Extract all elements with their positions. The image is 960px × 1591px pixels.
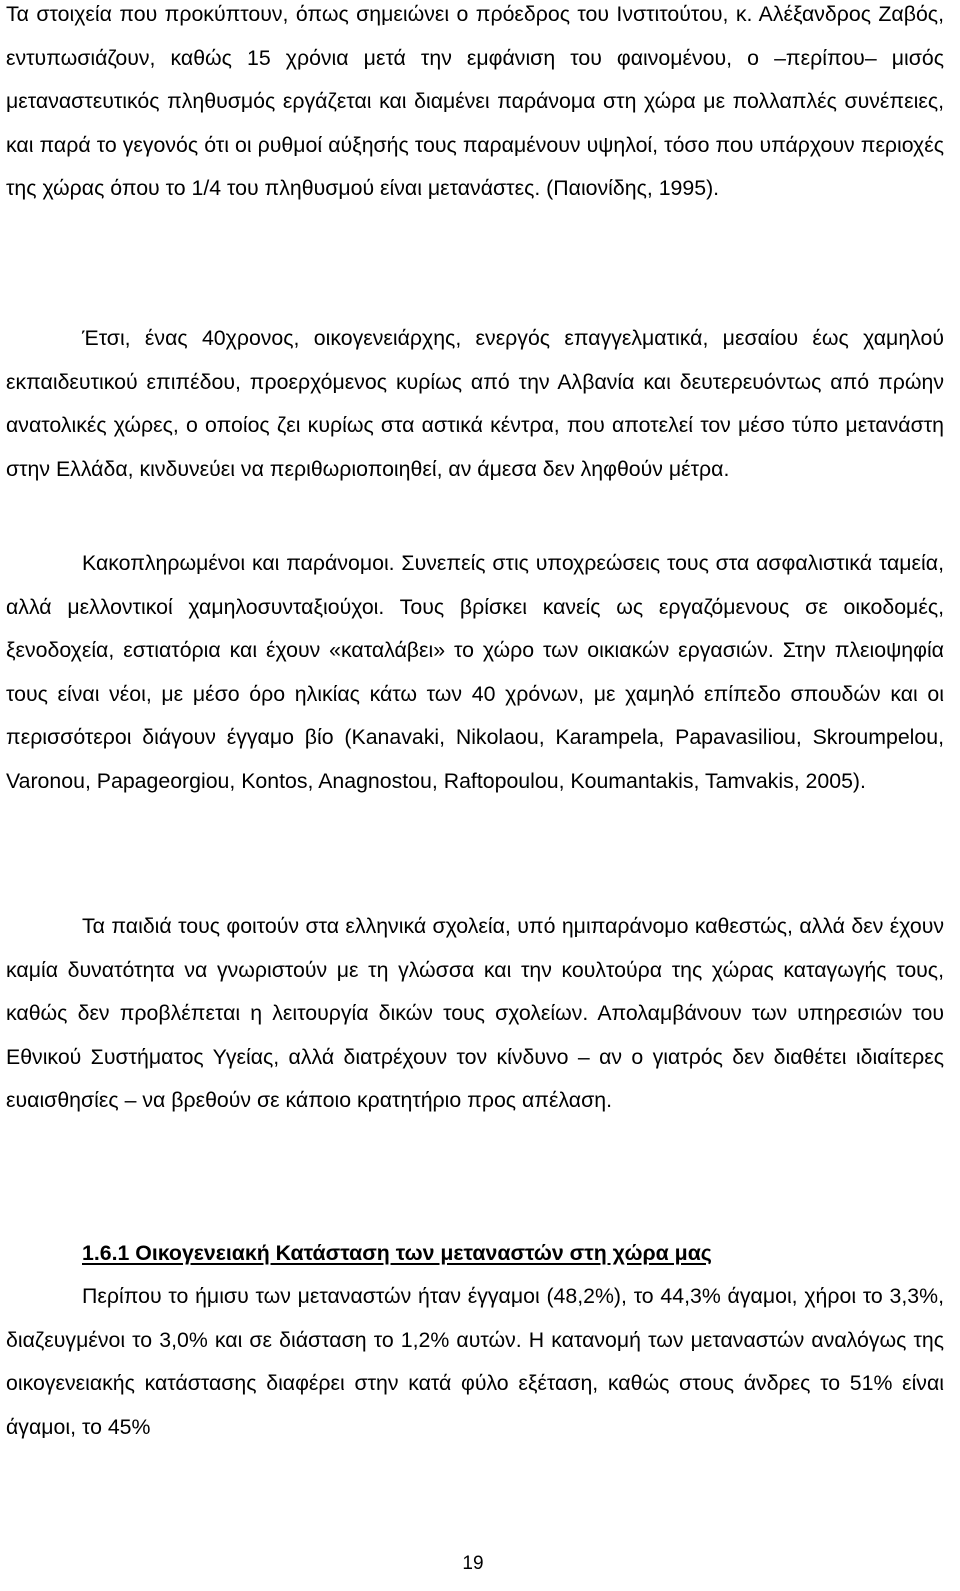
paragraph-employment: Κακοπληρωμένοι και παράνομοι. Συνεπείς στις υποχρεώσεις τους στα ασφαλιστικά ταμεία, αλλά μελλοντικοί χαμηλοσυνταξιούχοι. Τους βρίσκει κανείς ως εργαζόμενους σε οικοδομές, ξενοδοχεία, εστιατόρια και έχουν «καταλάβει» το χώρο των οικιακών εργασιών. Στην πλειοψηφία τους είναι νέοι, με μέσο όρο ηλικίας κάτω των 40 χρόνων, με χαμηλό επίπεδο σπουδών και οι περισσότεροι διάγουν έγγαμο βίο (Kanavaki, Nikolaou, Karampela, Papavasiliou, Skroumpelou, Varonou, Papageorgiou, Kontos, Anagnostou, Raftopoulou, Koumantakis, Tamvakis, 2005).	[6, 551, 944, 793]
paragraph-typical-migrant: Έτσι, ένας 40χρονος, οικογενειάρχης, ενεργός επαγγελματικά, μεσαίου έως χαμηλού εκπαιδευτικού επιπέδου, προερχόμενος κυρίως από την Αλβανία και δευτερευόντως από πρώην ανατολικές χώρες, ο οποίος ζει κυρίως στα αστικά κέντρα, που αποτελεί τον μέσο τύπο μετανάστη στην Ελλάδα, κινδυνεύει να περιθωριοποιηθεί, αν άμεσα δεν ληφθούν μέτρα.	[6, 326, 944, 481]
paragraph-institute-findings: Τα στοιχεία που προκύπτουν, όπως σημειώνει ο πρόεδρος του Ινστιτούτου, κ. Αλέξανδρος Ζαβός, εντυπωσιάζουν, καθώς 15 χρόνια μετά την εμφάνιση του φαινομένου, ο –περίπου– μισός μεταναστευτικός πληθυσμός εργάζεται και διαμένει παράνομα στη χώρα με πολλαπλές συνέπειες, και παρά το γεγονός ότι οι ρυθμοί αύξησής τους παραμένουν υψηλοί, τόσο που υπάρχουν περιοχές της χώρας όπου το 1/4 του πληθυσμού είναι μετανάστες. (Παιονίδης, 1995).	[6, 2, 944, 201]
page-number: 19	[462, 1553, 484, 1574]
paragraph-children-health: Τα παιδιά τους φοιτούν στα ελληνικά σχολεία, υπό ημιπαράνομο καθεστώς, αλλά δεν έχουν καμία δυνατότητα να γνωριστούν με τη γλώσσα και την κουλτούρα της χώρας καταγωγής τους, καθώς δεν προβλέπεται η λειτουργία δικών τους σχολείων. Απολαμβάνουν των υπηρεσιών του Εθνικού Συστήματος Υγείας, αλλά διατρέχουν τον κίνδυνο – αν ο γιατρός δεν διαθέτει ιδιαίτερες ευαισθησίες – να βρεθούν σε κάποιο κρατητήριο προς απέλαση.	[6, 914, 944, 1113]
paragraph-family-status: Περίπου το ήμισυ των μεταναστών ήταν έγγαμοι (48,2%), το 44,3% άγαμοι, χήροι το 3,3%, διαζευγμένοι το 3,0% και σε διάσταση το 1,2% αυτών. Η κατανομή των μεταναστών αναλόγως της οικογενειακής κατάστασης διαφέρει στην κατά φύλο εξέταση, καθώς στους άνδρες το 51% είναι άγαμοι, το 45%	[6, 1284, 944, 1439]
section-heading: 1.6.1 Οικογενειακή Κατάσταση των μεταναστών στη χώρα μας	[82, 1241, 712, 1265]
